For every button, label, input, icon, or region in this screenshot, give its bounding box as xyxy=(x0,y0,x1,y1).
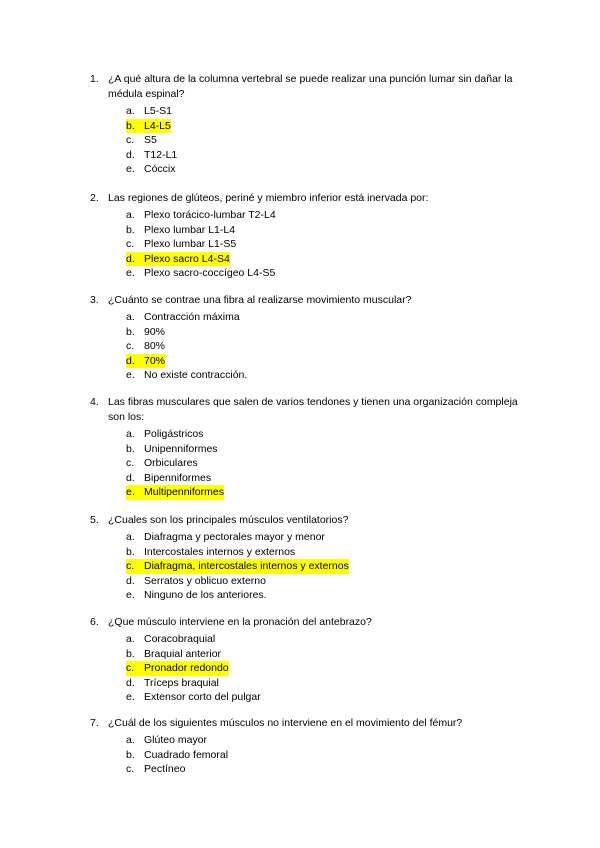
option-text-highlighted: Pronador redondo xyxy=(144,662,229,675)
option-letter: c. xyxy=(126,340,135,353)
option-a xyxy=(90,310,530,325)
option-e xyxy=(90,690,530,705)
option-letter: a. xyxy=(126,105,135,117)
option-letter: d. xyxy=(126,574,135,587)
option-text: T12-L1 xyxy=(144,148,178,161)
option-a xyxy=(90,104,530,119)
option-text: Contracción máxima xyxy=(144,311,240,323)
option-e xyxy=(90,162,530,177)
option-letter: a. xyxy=(126,531,135,543)
option-letter: c. xyxy=(126,559,149,574)
option-text-highlighted: Diafragma, intercostales internos y externos xyxy=(144,560,349,573)
option-a xyxy=(90,427,530,442)
question-number: 2. xyxy=(90,192,99,204)
question-text: ¿Cuál de los siguientes músculos no interviene en el movimiento del fémur? xyxy=(108,717,463,729)
option-letter: d. xyxy=(126,354,149,369)
question-1 xyxy=(90,72,530,177)
option-c xyxy=(90,661,530,676)
option-text: Glúteo mayor xyxy=(144,734,208,746)
option-c xyxy=(90,237,530,252)
option-letter: b. xyxy=(126,223,135,236)
option-text-highlighted: L4-L5 xyxy=(144,119,171,132)
option-letter: e. xyxy=(126,485,149,500)
options-list xyxy=(90,530,530,603)
option-d xyxy=(90,471,530,486)
options-list xyxy=(90,208,530,281)
option-text: Plexo lumbar L1-S5 xyxy=(144,238,237,251)
question-number: 4. xyxy=(90,396,99,408)
option-c xyxy=(90,762,530,777)
option-text: 80% xyxy=(144,340,166,353)
option-c xyxy=(90,456,530,471)
question-number: 5. xyxy=(90,514,99,526)
option-letter: d. xyxy=(126,676,135,689)
option-c xyxy=(90,133,530,148)
option-text: Plexo sacro-coccígeo L4-S5 xyxy=(144,267,276,280)
option-letter: c. xyxy=(126,457,135,470)
option-text: S5 xyxy=(144,134,157,147)
option-a xyxy=(90,733,530,748)
option-a xyxy=(90,208,530,223)
question-text: Las fibras musculares que salen de varios tendones y tienen una organización compleja son los: xyxy=(108,396,518,423)
option-e xyxy=(90,485,530,500)
question-6 xyxy=(90,615,530,705)
question-number: 7. xyxy=(90,717,99,729)
option-text: Ninguno de los anteriores. xyxy=(144,589,267,602)
question-2 xyxy=(90,191,530,281)
options-list xyxy=(90,104,530,177)
option-e xyxy=(90,266,530,281)
option-b xyxy=(90,442,530,457)
question-text: ¿Cuánto se contrae una fibra al realizarse movimiento muscular? xyxy=(108,294,412,306)
option-c xyxy=(90,339,530,354)
option-letter: e. xyxy=(126,589,135,602)
option-text: Bipenniformes xyxy=(144,471,212,484)
option-letter: a. xyxy=(126,734,135,746)
question-text: ¿A qué altura de la columna vertebral se puede realizar una punción lumar sin dañar la médula espinal? xyxy=(108,73,513,100)
option-letter: b. xyxy=(126,748,135,761)
option-text: Braquial anterior xyxy=(144,647,222,660)
option-c xyxy=(90,559,530,574)
option-letter: d. xyxy=(126,148,135,161)
option-letter: a. xyxy=(126,209,135,221)
option-e xyxy=(90,588,530,603)
option-a xyxy=(90,632,530,647)
option-letter: b. xyxy=(126,442,135,455)
option-text: Serratos y oblicuo externo xyxy=(144,574,266,587)
question-7 xyxy=(90,716,530,777)
option-text: 90% xyxy=(144,325,166,338)
question-3 xyxy=(90,293,530,383)
option-letter: a. xyxy=(126,311,135,323)
question-number: 3. xyxy=(90,294,99,306)
options-list xyxy=(90,632,530,705)
option-letter: e. xyxy=(126,267,135,280)
option-b xyxy=(90,748,530,763)
options-list xyxy=(90,310,530,383)
option-d xyxy=(90,354,530,369)
question-number: 6. xyxy=(90,616,99,628)
option-text: Intercostales internos y externos xyxy=(144,545,296,558)
option-text: Cóccix xyxy=(144,163,176,176)
option-text: L5-S1 xyxy=(144,105,173,117)
option-letter: b. xyxy=(126,325,135,338)
option-text: Plexo lumbar L1-L4 xyxy=(144,223,236,236)
option-d xyxy=(90,148,530,163)
option-letter: b. xyxy=(126,647,135,660)
option-letter: d. xyxy=(126,471,135,484)
option-letter: c. xyxy=(126,134,135,147)
question-number: 1. xyxy=(90,73,99,85)
question-text: Las regiones de glúteos, periné y miembro inferior está inervada por: xyxy=(108,192,429,204)
option-text: Poligástricos xyxy=(144,428,204,440)
option-text-highlighted: Plexo sacro L4-S4 xyxy=(144,252,230,265)
option-d xyxy=(90,574,530,589)
option-letter: a. xyxy=(126,428,135,440)
options-list xyxy=(90,427,530,500)
option-text: Pectíneo xyxy=(144,763,186,776)
option-text: Extensor corto del pulgar xyxy=(144,691,261,704)
option-a xyxy=(90,530,530,545)
option-text-highlighted: Multipenniformes xyxy=(144,486,224,499)
option-d xyxy=(90,676,530,691)
option-b xyxy=(90,647,530,662)
question-text: ¿Cuales son los principales músculos ventilatorios? xyxy=(108,514,349,526)
option-text: Plexo torácico-lumbar T2-L4 xyxy=(144,209,276,221)
option-b xyxy=(90,119,530,134)
option-e xyxy=(90,368,530,383)
option-text: Orbiculares xyxy=(144,457,198,470)
option-text: Tríceps braquial xyxy=(144,676,219,689)
option-text-highlighted: 70% xyxy=(144,354,166,367)
option-letter: c. xyxy=(126,238,135,251)
option-letter: e. xyxy=(126,369,135,382)
option-text: Cuadrado femoral xyxy=(144,748,229,761)
option-letter: b. xyxy=(126,119,149,134)
question-5 xyxy=(90,513,530,603)
option-b xyxy=(90,223,530,238)
question-4 xyxy=(90,395,530,500)
question-text: ¿Que músculo interviene en la pronación del antebrazo? xyxy=(108,616,372,628)
option-letter: c. xyxy=(126,763,135,776)
option-text: Unipenniformes xyxy=(144,442,218,455)
option-letter: d. xyxy=(126,252,149,267)
option-text: Coracobraquial xyxy=(144,633,216,645)
options-list xyxy=(90,733,530,777)
option-letter: a. xyxy=(126,633,135,645)
option-b xyxy=(90,325,530,340)
option-d xyxy=(90,252,530,267)
option-text: Diafragma y pectorales mayor y menor xyxy=(144,531,325,543)
option-letter: c. xyxy=(126,661,149,676)
option-letter: e. xyxy=(126,691,135,704)
option-letter: b. xyxy=(126,545,135,558)
option-b xyxy=(90,545,530,560)
option-text: No existe contracción. xyxy=(144,369,248,382)
option-letter: e. xyxy=(126,163,135,176)
